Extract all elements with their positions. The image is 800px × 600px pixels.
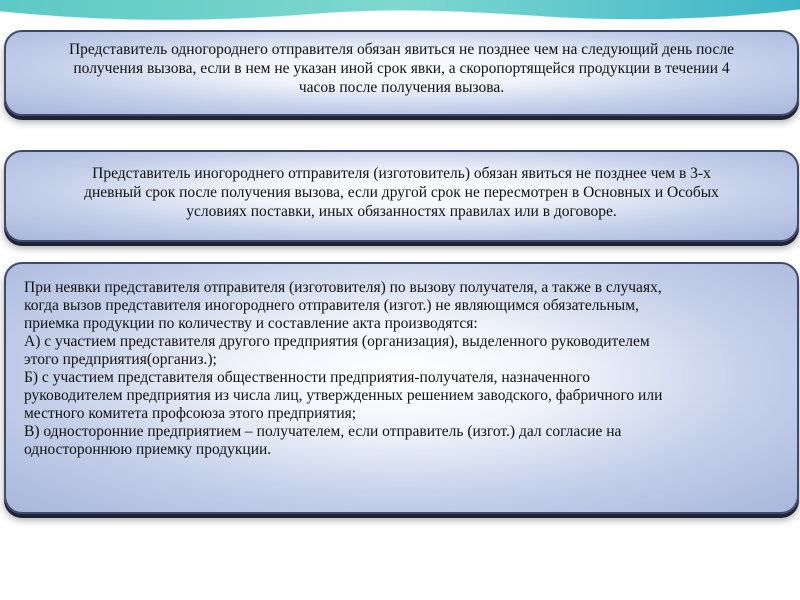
card-text-line: приемка продукции по количеству и составление акта производятся: — [24, 315, 478, 332]
card-text-line: А) с участием представителя другого предприятия (организация), выделенного руководителем — [24, 333, 650, 350]
text-card-nonlocal-sender — [4, 150, 799, 242]
card-text-line: когда вызов представителя иногороднего отправителя (изгот.) не являющимся обязательным, — [24, 297, 639, 314]
card-text-line: Представитель иногороднего отправителя (изготовитель) обязан явиться не позднее чем в 3-х — [92, 165, 711, 182]
card-text-line: одностороннюю приемку продукции. — [24, 441, 272, 458]
card-text-line: дневный срок после получения вызова, если другой срок не пересмотрен в Основных и Особых — [84, 184, 719, 201]
card-text-line: местного комитета профсоюза этого предприятия; — [24, 405, 357, 422]
card-text-line: В) односторонние предприятием – получателем, если отправитель (изгот.) дал согласие на — [24, 423, 622, 440]
card-text-line: Б) с участием представителя общественности предприятия-получателя, назначенного — [24, 369, 590, 386]
text-card-acceptance-procedure — [4, 262, 799, 514]
card-text-line: руководителем предприятия из числа лиц, утвержденных решением заводского, фабричного или — [24, 387, 663, 404]
card-text-line: этого предприятия(организ.); — [24, 351, 217, 368]
card-text-line: получения вызова, если в нем не указан иной срок явки, а скоропортящейся продукции в течении 4 — [73, 60, 730, 77]
card-text-line: При неявки представителя отправителя (изготовителя) по вызову получателя, а также в случаях, — [24, 279, 662, 296]
decorative-header-wave — [0, 0, 800, 30]
card-text-line: Представитель одногороднего отправителя обязан явиться не позднее чем на следующий день после — [68, 41, 735, 58]
text-card-local-sender — [4, 30, 799, 116]
card-text-line: часов после получения вызова. — [298, 79, 505, 96]
card-text-line: условиях поставки, иных обязанностях правилах или в договоре. — [186, 203, 617, 220]
